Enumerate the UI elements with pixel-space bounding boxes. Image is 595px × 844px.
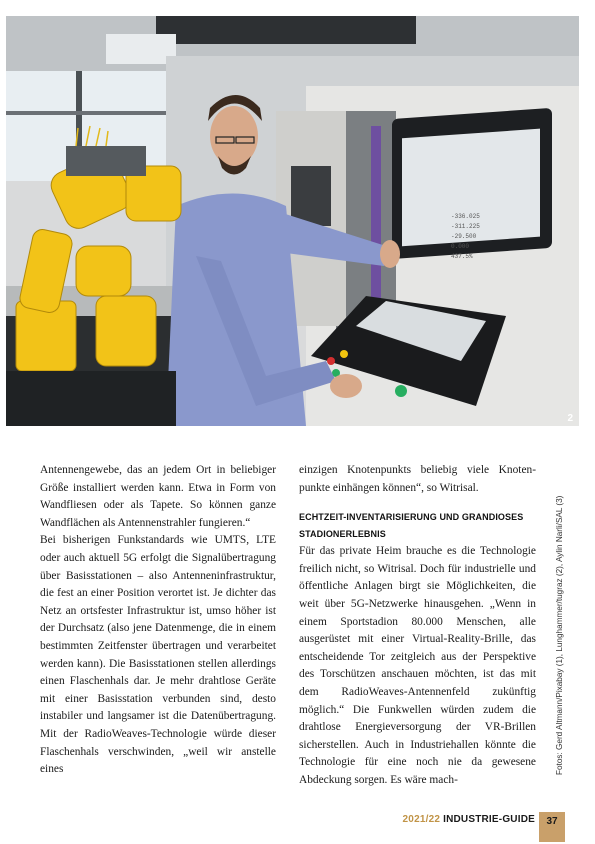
body-paragraph: Antennengewebe, das an jedem Ort in beliebiger Größe installiert werden kann. Etwa in Form von Wandfliesen oder als Tapete. So können ganze Wandflächen als Antennenstrahler fungieren.“ [40, 464, 276, 529]
figure-number: 2 [567, 413, 573, 424]
footer-title: INDUSTRIE-GUIDE [443, 814, 535, 825]
screen-readout-line: -336.025 [451, 213, 480, 220]
article-photo [6, 16, 579, 426]
page-number: 37 [546, 816, 558, 827]
footer-publication [403, 814, 535, 825]
section-subheading: ECHTZEIT-INVENTARISIERUNG UND GRANDIOSES STADIONERLEBNIS [299, 512, 524, 540]
photo-credits [555, 462, 569, 782]
text-column-right [299, 462, 536, 790]
footer-year: 2021/22 [402, 814, 441, 825]
screen-readout-line: -311.225 [451, 223, 480, 230]
screen-readout-line: -29.500 [451, 233, 477, 240]
screen-readout-line: 437.5% [451, 253, 473, 260]
screen-readout-line: 0.000 [451, 243, 470, 250]
body-paragraph: Bei bisherigen Funkstandards wie UMTS, LTE oder auch aktuell 5G erfolgt die Signalübertragung über Basisstationen – also Antenneninfrastruktur, die fest an einer Position verortet ist. Je dichter das Netz an ortsfester Infrastruktur ist, umso höher ist der Durchsatz (also jene Datenmenge, die in einem bestimmten Zeitfenster übertragen und verarbeitet werden kann). Die Basisstationen stellen allerdings einen Flaschenhals dar. Je mehr drahtlose Geräte mit einer Basisstation verbunden sind, desto instabiler und langsamer ist die Datenübertragung. Mit der RadioWeaves-Technologie würde dieser Flaschenhals verschwinden, „weil wir anstelle eines [40, 534, 276, 776]
photo-credits-text: Fotos: Gerd Altmann/Pixabay (1), Lunghammer/tugraz (2), Aylin Narli/SAL (3) [555, 495, 564, 775]
page-number-badge [539, 812, 565, 842]
text-column-left [40, 462, 276, 779]
lab-scene-illustration [6, 16, 579, 426]
body-paragraph: einzigen Knotenpunkts beliebig viele Knotenpunkte einhängen können“, so Witrisal. [299, 464, 536, 494]
body-paragraph: Für das private Heim brauche es die Technologie freilich nicht, so Witrisal. Doch für industrielle und öffentliche Anlagen birgt sie Möglichkeiten, die weit über 5G-Netzwerke hinausgehen. „Wenn in einem Sportstadion 80.000 Menschen, alle ausgerüstet mit einer Virtual-Reality-Brille, das entscheidende Tor zeitgleich aus der Perspektive des Torschützen anschauen möchten, ist das mit dem RadioWeaves-Antennenfeld zukünftig möglich.“ Die Funkwellen würden zudem die drahtlose Energieversorgung der VR-Brillen sicherstellen. Auch in Industriehallen könnte die Technologie für eine noch nie da gewesene Abdeckung sorgen. Es wäre mach- [299, 545, 536, 786]
